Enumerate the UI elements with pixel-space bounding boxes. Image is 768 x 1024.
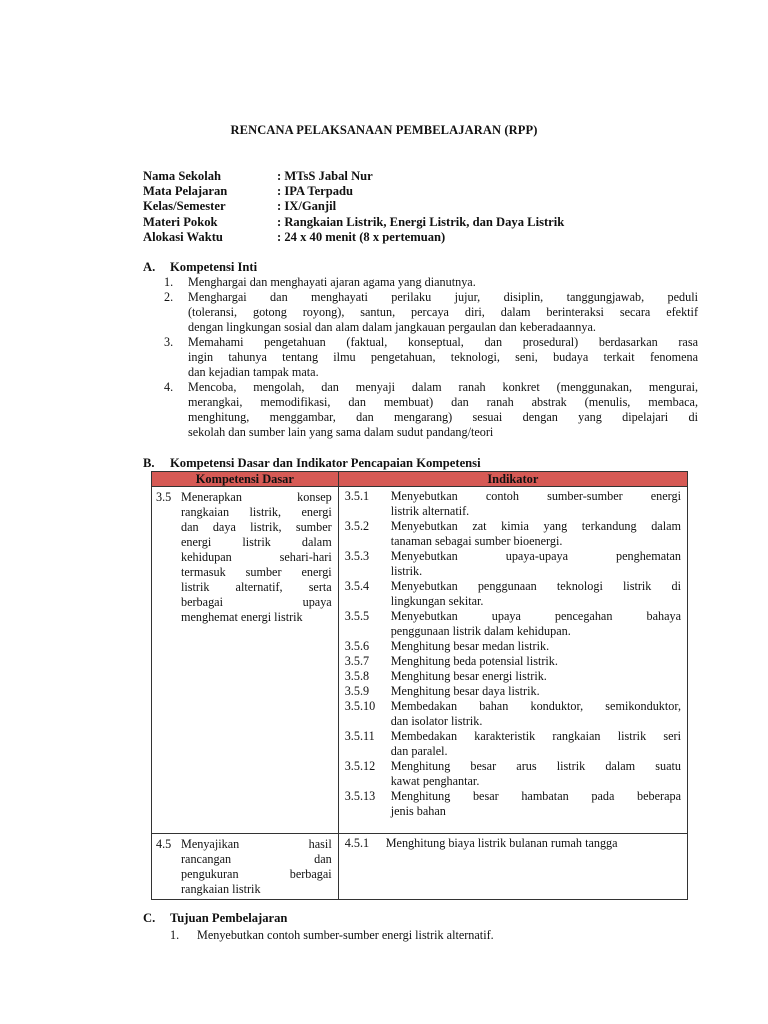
indicator-number: 3.5.10 bbox=[344, 699, 376, 713]
line: Menghitung besar daya listrik. bbox=[390, 684, 540, 698]
line: sekolah dan sumber lain yang sama dalam sudut pandang/teori bbox=[188, 425, 494, 439]
indicator-text bbox=[391, 579, 681, 609]
meta-value: : IX/Ganjil bbox=[277, 199, 337, 214]
indicator-item bbox=[345, 699, 681, 729]
line: penggunaan listrik dalam kehidupan. bbox=[390, 624, 571, 638]
meta-label: Materi Pokok bbox=[143, 214, 218, 229]
line: jenis bahan bbox=[390, 804, 446, 818]
line: listrik. bbox=[390, 564, 423, 578]
indicator-cell bbox=[338, 487, 687, 834]
line: Menyajikan hasil bbox=[181, 837, 332, 851]
table-row bbox=[152, 487, 688, 834]
indicator-item bbox=[345, 684, 681, 699]
line: dan kejadian tampak mata. bbox=[188, 365, 319, 379]
list-item bbox=[164, 380, 698, 440]
line: Menghitung besar energi listrik. bbox=[390, 669, 547, 683]
section-title: Kompetensi Dasar dan Indikator Pencapaian Kompetensi bbox=[170, 456, 481, 470]
section-title: Tujuan Pembelajaran bbox=[170, 911, 288, 925]
meta-row-subject bbox=[143, 184, 564, 199]
line: listrik alternatif, serta bbox=[181, 580, 332, 594]
line: Menghitung besar hambatan pada beberapa bbox=[390, 789, 681, 803]
section-letter: C. bbox=[143, 911, 156, 925]
line: termasuk sumber energi bbox=[181, 565, 332, 579]
line: pengukuran berbagai bbox=[181, 867, 332, 881]
line: Menghitung besar arus listrik dalam suatu bbox=[390, 759, 681, 773]
meta-label: Alokasi Waktu bbox=[143, 229, 223, 244]
indicator-text bbox=[391, 759, 681, 789]
line: Menerapkan konsep bbox=[181, 490, 332, 504]
indicator-number: 3.5.6 bbox=[344, 639, 370, 653]
line: Menghitung besar medan listrik. bbox=[390, 639, 550, 653]
indicator-item bbox=[345, 789, 681, 819]
indicator-text bbox=[391, 489, 681, 519]
indicator-text bbox=[391, 639, 681, 654]
item-number: 2. bbox=[164, 290, 174, 304]
line: dan isolator listrik. bbox=[390, 714, 483, 728]
line: Menyebutkan penggunaan teknologi listrik di bbox=[390, 579, 681, 593]
line: dengan lingkungan sosial dan alam dalam jangkauan pergaulan dan keberadaannya. bbox=[188, 320, 596, 334]
indicator-text bbox=[391, 654, 681, 669]
line: dan daya listrik, sumber bbox=[181, 520, 332, 534]
line: dan paralel. bbox=[390, 744, 448, 758]
line: Membedakan bahan konduktor, semikonduktor, bbox=[390, 699, 681, 713]
line: rangkaian listrik, energi bbox=[181, 505, 332, 519]
item-text bbox=[188, 380, 698, 440]
list-item bbox=[164, 275, 698, 290]
line: Menyebutkan upaya pencegahan bahaya bbox=[390, 609, 681, 623]
line: Menghargai dan menghayati ajaran agama yang dianutnya. bbox=[188, 275, 476, 289]
line: Menyebutkan contoh sumber-sumber energi bbox=[390, 489, 681, 503]
line: rangkaian listrik bbox=[181, 882, 261, 896]
indicator-number: 3.5.3 bbox=[344, 549, 370, 563]
kd-cell bbox=[152, 834, 339, 900]
item-text bbox=[188, 290, 698, 335]
indicator-item bbox=[345, 489, 681, 519]
indicator-item bbox=[345, 579, 681, 609]
meta-row-school bbox=[143, 169, 564, 184]
kd-content bbox=[152, 834, 338, 899]
column-header-indicator: Indikator bbox=[338, 472, 687, 487]
indicator-item bbox=[345, 836, 681, 851]
line: Menyebutkan zat kimia yang terkandung dalam bbox=[390, 519, 681, 533]
item-text bbox=[188, 335, 698, 380]
item-number: 3. bbox=[164, 335, 174, 349]
line: energi listrik dalam bbox=[181, 535, 332, 549]
item-number: 1. bbox=[170, 928, 180, 942]
line: ingin tahunya tentang ilmu pengetahuan, teknologi, seni, budaya terkait fenomena bbox=[188, 350, 698, 364]
meta-label: Mata Pelajaran bbox=[143, 184, 228, 199]
line: kehidupan sehari-hari bbox=[181, 550, 332, 564]
indicator-number: 3.5.7 bbox=[344, 654, 370, 668]
learning-objective-item bbox=[170, 928, 494, 943]
line: merangkai, memodifikasi, dan membuat) dan ranah abstrak (menulis, membaca, bbox=[188, 395, 698, 409]
meta-row-topic bbox=[143, 215, 564, 230]
table-header-row bbox=[152, 472, 688, 487]
section-c-heading bbox=[143, 911, 287, 926]
line: tanaman sebagai sumber bioenergi. bbox=[390, 534, 563, 548]
indicator-text bbox=[391, 684, 681, 699]
indicator-number: 4.5.1 bbox=[344, 836, 370, 850]
line: Menyebutkan upaya-upaya penghematan bbox=[390, 549, 681, 563]
document-title: RENCANA PELAKSANAAN PEMBELAJARAN (RPP) bbox=[230, 123, 538, 137]
indicator-list bbox=[339, 834, 687, 853]
item-text bbox=[188, 275, 698, 290]
indicator-number: 3.5.13 bbox=[344, 789, 376, 803]
line: rancangan dan bbox=[181, 852, 332, 866]
line: menghitung, menggambar, dan mengarang) sesuai dengan yang dipelajari di bbox=[188, 410, 698, 424]
kd-number: 4.5 bbox=[156, 837, 172, 851]
section-a-heading bbox=[143, 260, 257, 275]
line: lingkungan sekitar. bbox=[390, 594, 484, 608]
indicator-text bbox=[391, 519, 681, 549]
indicator-number: 3.5.2 bbox=[344, 519, 370, 533]
list-item bbox=[164, 290, 698, 335]
meta-value: : Rangkaian Listrik, Energi Listrik, dan Daya Listrik bbox=[277, 214, 565, 229]
list-item bbox=[164, 335, 698, 380]
indicator-text bbox=[391, 729, 681, 759]
line: listrik alternatif. bbox=[390, 504, 470, 518]
column-header-kd: Kompetensi Dasar bbox=[152, 472, 339, 487]
line: kawat penghantar. bbox=[390, 774, 480, 788]
indicator-number: 3.5.5 bbox=[344, 609, 370, 623]
line: Menghitung biaya listrik bulanan rumah tangga bbox=[385, 836, 618, 850]
indicator-cell bbox=[338, 834, 687, 900]
competence-table bbox=[151, 471, 688, 900]
indicator-item bbox=[345, 759, 681, 789]
core-competence-list bbox=[164, 275, 698, 440]
indicator-item bbox=[345, 729, 681, 759]
line: menghemat energi listrik bbox=[181, 610, 303, 624]
table-row bbox=[152, 834, 688, 900]
item-number: 4. bbox=[164, 380, 174, 394]
section-letter: B. bbox=[143, 456, 155, 470]
line: Membedakan karakteristik rangkaian listrik seri bbox=[390, 729, 681, 743]
kd-content bbox=[152, 487, 338, 627]
indicator-text bbox=[391, 789, 681, 819]
indicator-text bbox=[391, 609, 681, 639]
meta-row-class bbox=[143, 199, 564, 214]
indicator-list bbox=[339, 487, 687, 821]
indicator-number: 3.5.11 bbox=[344, 729, 375, 743]
meta-label: Nama Sekolah bbox=[143, 169, 222, 183]
indicator-item bbox=[345, 639, 681, 654]
indicator-item bbox=[345, 669, 681, 684]
indicator-text bbox=[386, 836, 681, 851]
section-letter: A. bbox=[143, 260, 156, 274]
indicator-number: 3.5.4 bbox=[344, 579, 370, 593]
meta-value: : 24 x 40 menit (8 x pertemuan) bbox=[277, 229, 446, 244]
kd-text bbox=[181, 490, 332, 625]
indicator-number: 3.5.9 bbox=[344, 684, 370, 698]
line: Mencoba, mengolah, dan menyaji dalam ranah konkret (menggunakan, mengurai, bbox=[188, 380, 698, 394]
item-text: Menyebutkan contoh sumber-sumber energi listrik alternatif. bbox=[197, 928, 494, 942]
line: Menghitung beda potensial listrik. bbox=[390, 654, 558, 668]
section-b-heading bbox=[143, 456, 481, 471]
line: Memahami pengetahuan (faktual, konseptual, dan prosedural) berdasarkan rasa bbox=[188, 335, 698, 349]
kd-text bbox=[181, 837, 332, 897]
section-title: Kompetensi Inti bbox=[170, 260, 258, 274]
line: berbagai upaya bbox=[181, 595, 332, 609]
meta-label: Kelas/Semester bbox=[143, 199, 226, 214]
meta-value: : MTsS Jabal Nur bbox=[277, 169, 373, 183]
item-number: 1. bbox=[164, 275, 174, 289]
indicator-text bbox=[391, 669, 681, 684]
meta-value: : IPA Terpadu bbox=[277, 184, 354, 199]
indicator-text bbox=[391, 549, 681, 579]
indicator-item bbox=[345, 549, 681, 579]
indicator-number: 3.5.12 bbox=[344, 759, 376, 773]
kd-cell bbox=[152, 487, 339, 834]
indicator-item bbox=[345, 519, 681, 549]
indicator-item bbox=[345, 609, 681, 639]
indicator-number: 3.5.8 bbox=[344, 669, 370, 683]
line: Menghargai dan menghayati perilaku jujur, disiplin, tanggungjawab, peduli bbox=[188, 290, 698, 304]
meta-row-time bbox=[143, 230, 564, 245]
indicator-number: 3.5.1 bbox=[344, 489, 370, 503]
kd-number: 3.5 bbox=[156, 490, 172, 504]
line: (toleransi, gotong royong), santun, percaya diri, dalam berinteraksi secara efektif bbox=[188, 305, 698, 319]
identity-block bbox=[143, 169, 564, 245]
indicator-text bbox=[391, 699, 681, 729]
indicator-item bbox=[345, 654, 681, 669]
